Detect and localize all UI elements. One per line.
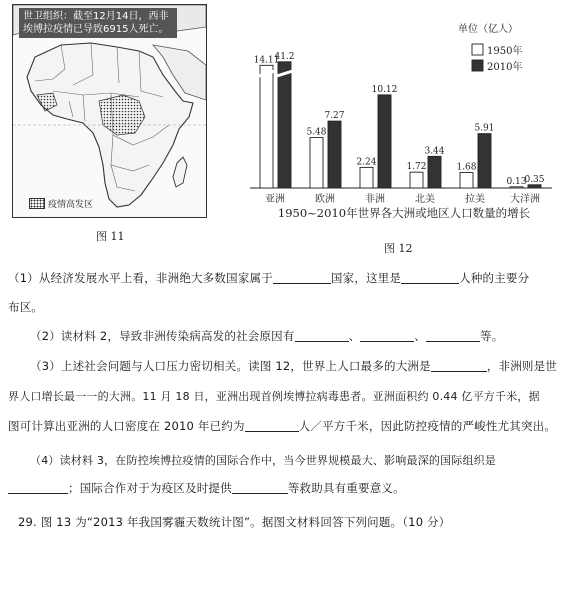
q3-blank-2[interactable]: [245, 419, 299, 432]
q1-blank-1[interactable]: [273, 271, 331, 284]
map-legend: [29, 197, 93, 210]
data-label-2-1: 10.12: [371, 84, 398, 95]
q1-text-b: 国家，这里是: [330, 271, 402, 285]
q3-text-a: （3）上述社会问题与人口压力密切相关。读图 12，世界上人口最多的大洲是: [30, 359, 431, 373]
data-label-0-1: 41.2: [274, 51, 295, 62]
bar-5-0: [510, 187, 523, 188]
category-label-0: 亚洲: [265, 194, 285, 205]
question-2: [30, 326, 570, 347]
legend-label-0: 1950年: [487, 46, 523, 57]
q2-text-c: 、: [414, 329, 426, 343]
q1-text-a: （1）从经济发展水平上看，非洲绝大多数国家属于: [8, 271, 273, 285]
q2-blank-1[interactable]: [295, 329, 349, 342]
question-3: [30, 356, 570, 377]
category-label-1: 欧洲: [315, 194, 335, 205]
data-label-2-0: 2.24: [356, 157, 377, 168]
q4-text-c: 等救助具有重要意义。: [287, 481, 405, 495]
legend-label: 疫情高发区: [48, 200, 94, 210]
q1-blank-2[interactable]: [401, 271, 459, 284]
q2-blank-2[interactable]: [360, 329, 414, 342]
bar-3-1: [428, 156, 441, 188]
bar-4-1: [478, 134, 491, 188]
q2-text-a: （2）读材料 2，导致非洲传染病高发的社会原因有: [30, 329, 295, 343]
question-1-cont: [8, 297, 568, 318]
bar-4-0: [460, 173, 473, 188]
data-label-4-1: 5.91: [474, 123, 495, 134]
q2-text-d: 等。: [480, 329, 504, 343]
category-label-2: 非洲: [365, 194, 385, 205]
question-29: [18, 512, 568, 533]
bar-3-0: [410, 172, 423, 188]
bar-1-0: [310, 138, 323, 188]
q2-blank-3[interactable]: [426, 329, 480, 342]
bar-0-1: [278, 62, 291, 188]
q3-text-c: 界人口增长最一一的大洲。11 月 18 日，亚洲出现首例埃博拉病毒患者。亚洲面积约 0.44 亿平方千米，据: [8, 390, 540, 403]
legend-swatch-0: [472, 44, 483, 55]
category-label-4: 拉美: [465, 194, 485, 205]
q4-text-b: ；国际合作对于为疫区及时提供: [68, 481, 232, 495]
data-label-5-1: 0.35: [524, 174, 545, 185]
data-label-1-0: 5.48: [306, 127, 327, 138]
q29-text: 29. 图 13 为“2013 年我国雾霾天数统计图”。据图文材料回答下列问题。（10 分）: [18, 515, 451, 529]
bar-2-1: [378, 95, 391, 188]
category-label-5: 大洋洲: [510, 194, 540, 205]
bar-1-1: [328, 121, 341, 188]
bar-0-0: [260, 65, 273, 188]
q3-text-e: 人／平方千米，因此防控疫情的严峻性尤其突出。: [298, 419, 557, 433]
data-label-4-0: 1.68: [456, 162, 477, 173]
question-3-line2: [8, 386, 568, 407]
question-4: [30, 450, 570, 471]
q3-text-d: 图可计算出亚洲的人口密度在 2010 年已约为: [8, 419, 245, 433]
legend-hatch-swatch: [29, 198, 45, 209]
question-3-line3: [8, 416, 568, 437]
q3-blank-1[interactable]: [431, 359, 487, 372]
figure-12-caption: 图 12: [384, 242, 413, 255]
legend-label-1: 2010年: [487, 62, 523, 73]
map-note: 世卫组织：截至12月14日，西非埃博拉疫情已导致6915人死亡。: [19, 8, 177, 38]
q4-blank-2[interactable]: [232, 481, 288, 494]
figure-11-caption: 图 11: [96, 230, 125, 243]
q4-text-a: （4）读材料 3，在防控埃博拉疫情的国际合作中，当今世界规模最大、影响最深的国际组织是: [30, 454, 497, 467]
question-4-line2: [8, 478, 568, 499]
data-label-3-1: 3.44: [424, 146, 445, 157]
category-label-3: 北美: [415, 194, 435, 205]
q1-text-c: 人种的主要分: [459, 271, 530, 285]
bar-5-1: [528, 185, 541, 188]
chart-unit-label: 单位（亿人）: [458, 24, 518, 35]
population-bar-chart: [246, 6, 562, 224]
data-label-5-0: 0.13: [506, 176, 527, 187]
data-label-1-1: 7.27: [324, 111, 345, 122]
q3-text-b: ，非洲则是世: [486, 359, 558, 373]
q4-blank-1[interactable]: [8, 481, 68, 494]
data-label-0-0: 14.11: [253, 55, 280, 66]
data-label-3-0: 1.72: [406, 162, 427, 173]
chart-title: 1950~2010年世界各大洲或地区人口数量的增长: [277, 206, 531, 220]
bar-2-0: [360, 167, 373, 188]
question-1: [8, 268, 568, 289]
q1-text-d: 布区。: [8, 300, 44, 314]
legend-swatch-1: [472, 60, 483, 71]
q2-text-b: 、: [348, 329, 361, 343]
africa-map-figure: [12, 4, 207, 218]
